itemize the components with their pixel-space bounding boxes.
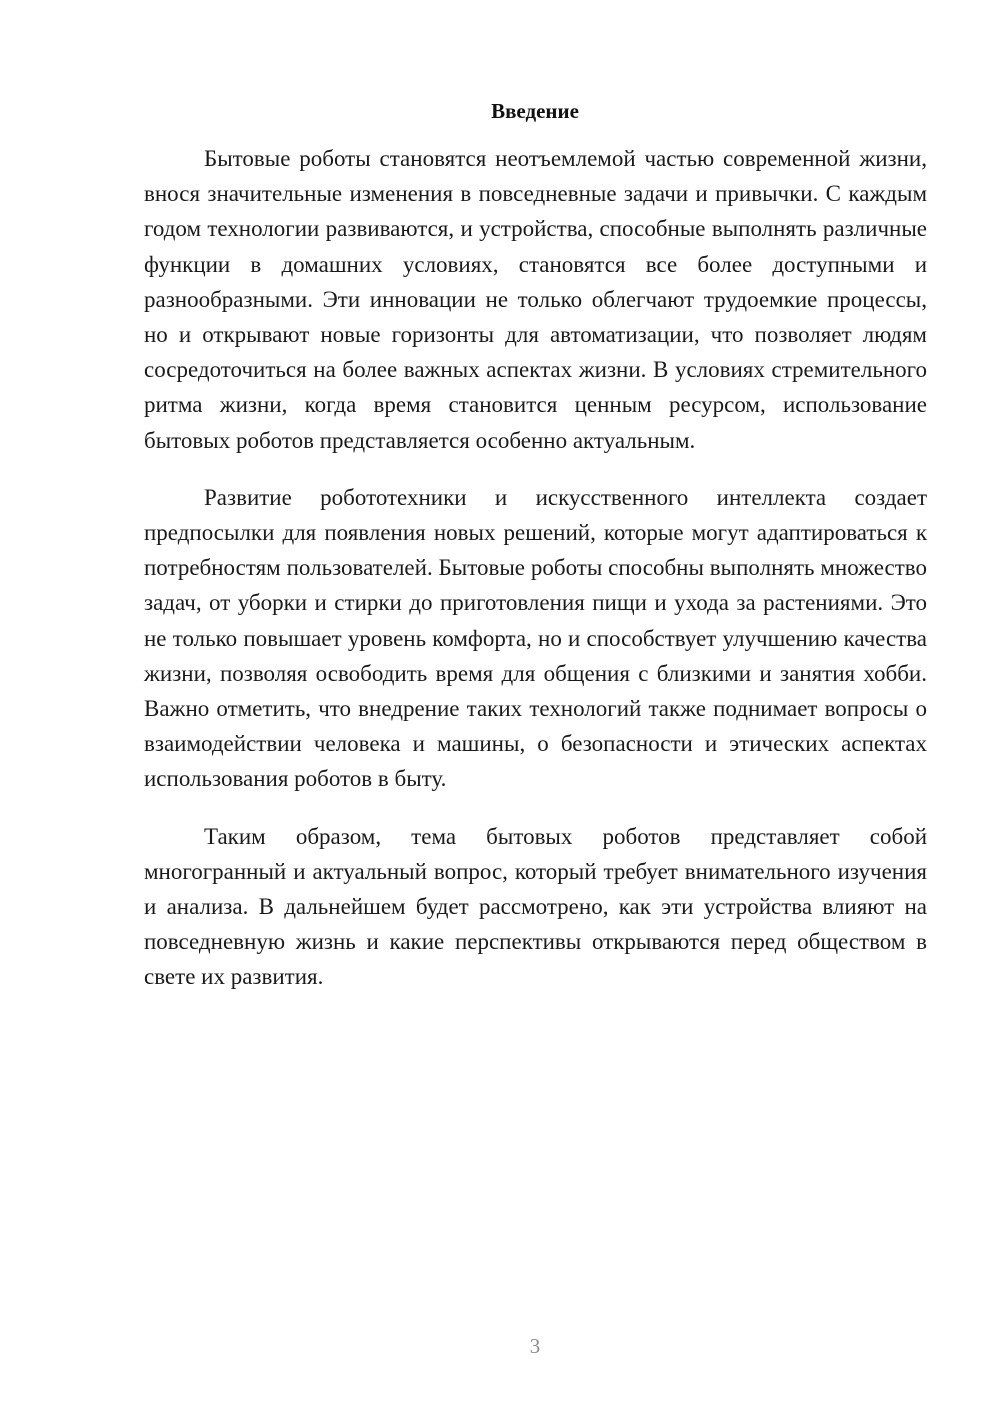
paragraph-2: Развитие робототехники и искусственного интеллекта создает предпосылки для появления новых решений, которые могут адаптироваться к потребностям пользователей. Бытовые роботы способны выполнять множество задач, от уборки и стирки до приготовления пищи и ухода за растениями. Это не только повышает уровень комфорта, но и способствует улучшению качества жизни, позволяя освободить время для общения с близкими и занятия хобби. Важно отметить, что внедрение таких технологий также поднимает вопросы о взаимодействии человека и машины, о безопасности и этических аспектах использования роботов в быту.: [144, 484, 927, 792]
page-number: 3: [529, 1334, 541, 1358]
body-text: [144, 141, 927, 1017]
paragraph-1: Бытовые роботы становятся неотъемлемой частью современной жизни, внося значительные изменения в повседневные задачи и привычки. С каждым годом технологии развиваются, и устройства, способные выполнять различные функции в домашних условиях, становятся все более доступными и разнообразными. Эти инновации не только облегчают трудоемкие процессы, но и открывают новые горизонты для автоматизации, что позволяет людям сосредоточиться на более важных аспектах жизни. В условиях стремительного ритма жизни, когда время становится ценным ресурсом, использование бытовых роботов представляется особенно актуальным.: [144, 146, 927, 453]
paragraph-3: Таким образом, тема бытовых роботов представляет собой многогранный и актуальный вопрос, который требует внимательного изучения и анализа. В дальнейшем будет рассмотрено, как эти устройства влияют на повседневную жизнь и какие перспективы открываются перед обществом в свете их развития.: [144, 823, 927, 990]
section-heading: Введение: [491, 99, 579, 123]
